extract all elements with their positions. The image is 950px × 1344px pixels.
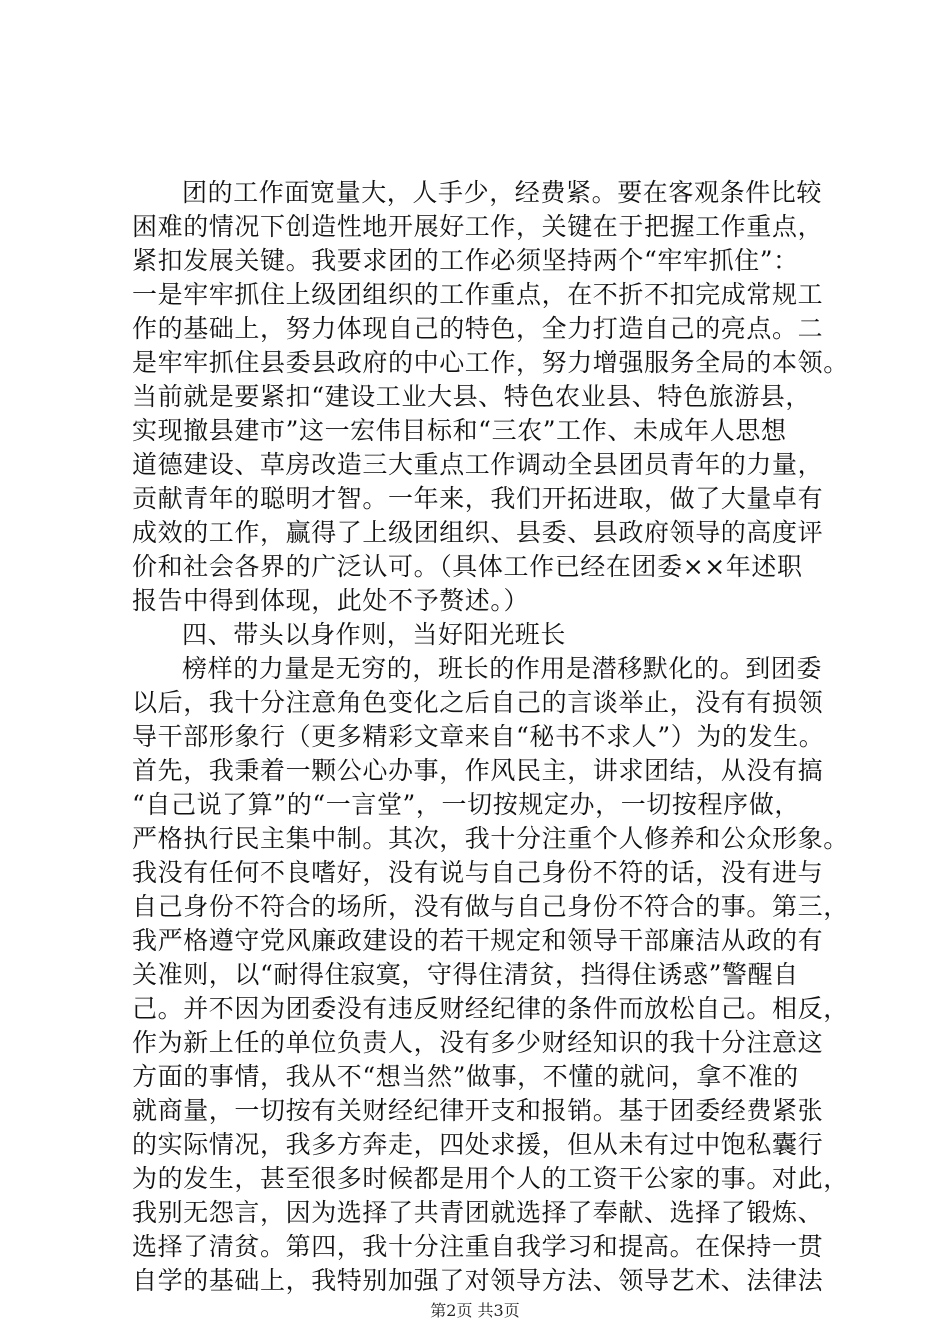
text-line: 我别无怨言，因为选择了共青团就选择了奉献、选择了锻炼、 [132, 1198, 824, 1227]
text-line: 实现撤县建市”这一宏伟目标和“三农”工作、未成年人思想 [132, 416, 787, 445]
text-line: 严格执行民主集中制。其次，我十分注重个人修养和公众形象。 [132, 824, 849, 853]
text-line: 当前就是要紧扣“建设工业大县、特色农业县、特色旅游县， [132, 382, 811, 411]
text-line: 作为新上任的单位负责人，没有多少财经知识的我十分注意这 [132, 1028, 824, 1057]
text-line: 榜样的力量是无穷的，班长的作用是潜移默化的。到团委 [182, 654, 823, 683]
text-line: 为的发生，甚至很多时候都是用个人的工资干公家的事。对此， [132, 1164, 849, 1193]
text-line: 方面的事情，我从不“想当然”做事，不懂的就问，拿不准的 [132, 1062, 799, 1091]
text-line: 导干部形象行（更多精彩文章来自“秘书不求人”）为的发生。 [132, 722, 825, 751]
text-line: 成效的工作，赢得了上级团组织、县委、县政府领导的高度评 [132, 518, 824, 547]
text-line: 自学的基础上，我特别加强了对领导方法、领导艺术、法律法 [132, 1266, 824, 1295]
text-line: “自己说了算”的“一言堂”，一切按规定办，一切按程序做， [132, 790, 800, 819]
text-line: 团的工作面宽量大，人手少，经费紧。要在客观条件比较 [182, 178, 823, 207]
text-line: 价和社会各界的广泛认可。（具体工作已经在团委××年述职 [132, 552, 803, 581]
text-line: 首先，我秉着一颗公心办事，作风民主，讲求团结，从没有搞 [132, 756, 824, 785]
text-line: 以后，我十分注意角色变化之后自己的言谈举止，没有有损领 [132, 688, 824, 717]
text-line: 是牢牢抓住县委县政府的中心工作，努力增强服务全局的本领。 [132, 348, 849, 377]
text-line: 关准则，以“耐得住寂寞，守得住清贫，挡得住诱惑”警醒自 [132, 960, 799, 989]
text-line: 一是牢牢抓住上级团组织的工作重点，在不折不扣完成常规工 [132, 280, 824, 309]
text-line: 选择了清贫。第四，我十分注重自我学习和提高。在保持一贯 [132, 1232, 824, 1261]
text-line: 贡献青年的聪明才智。一年来，我们开拓进取，做了大量卓有 [132, 484, 824, 513]
section-heading: 四、带头以身作则，当好阳光班长 [182, 620, 567, 649]
text-line: 就商量，一切按有关财经纪律开支和报销。基于团委经费紧张 [132, 1096, 824, 1125]
text-line: 我严格遵守党风廉政建设的若干规定和领导干部廉洁从政的有 [132, 926, 824, 955]
text-line: 己。并不因为团委没有违反财经纪律的条件而放松自己。相反， [132, 994, 849, 1023]
text-line: 道德建设、草房改造三大重点工作调动全县团员青年的力量， [132, 450, 824, 479]
text-line: 报告中得到体现，此处不予赘述。） [132, 586, 530, 615]
text-line: 我没有任何不良嗜好，没有说与自己身份不符的话，没有进与 [132, 858, 824, 887]
text-line: 作的基础上，努力体现自己的特色，全力打造自己的亮点。二 [132, 314, 824, 343]
text-line: 紧扣发展关键。我要求团的工作必须坚持两个“牢牢抓住”： [132, 246, 799, 275]
text-line: 的实际情况，我多方奔走，四处求援，但从未有过中饱私囊行 [132, 1130, 824, 1159]
text-line: 困难的情况下创造性地开展好工作，关键在于把握工作重点， [132, 212, 824, 241]
page-number-footer: 第2页 共3页 [430, 1301, 520, 1320]
text-line: 自己身份不符合的场所，没有做与自己身份不符合的事。第三， [132, 892, 849, 921]
